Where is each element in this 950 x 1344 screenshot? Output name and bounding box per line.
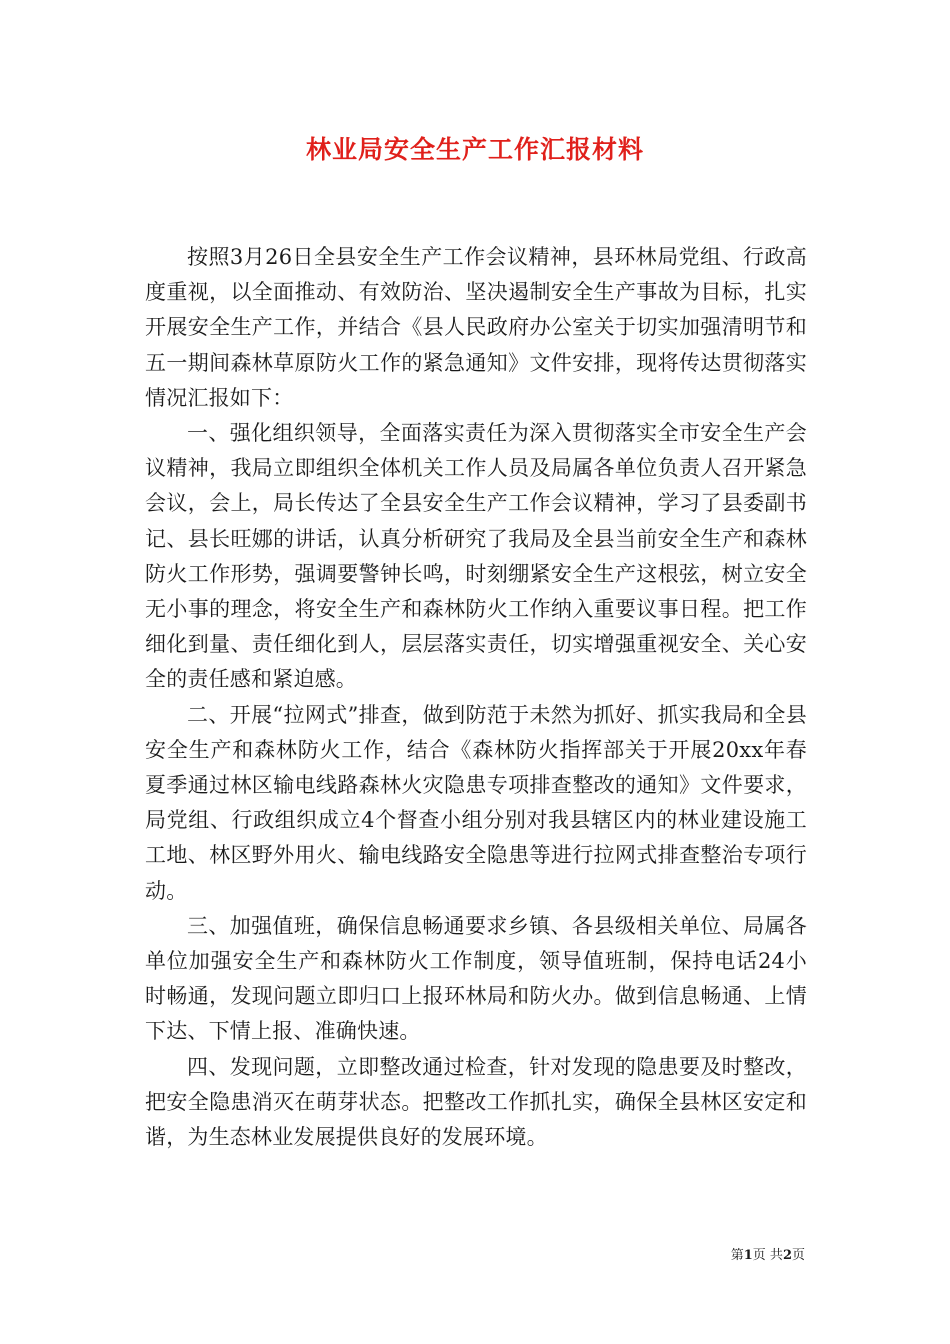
footer-prefix: 第 [730,1248,744,1263]
page-number-footer [731,1244,805,1263]
footer-total-pages: 2 [782,1248,792,1263]
paragraph-section-1: 一、强化组织领导，全面落实责任为深入贯彻落实全市安全生产会议精神，我局立即组织全体机关工作人员及局属各单位负责人召开紧急会议，会上，局长传达了全县安全生产工作会议精神，学习了县委副书记、县长旺娜的讲话，认真分析研究了我局及全县当前安全生产和森林防火工作形势，强调要警钟长鸣，时刻绷紧安全生产这根弦，树立安全无小事的理念，将安全生产和森林防火工作纳入重要议事日程。把工作细化到量、责任细化到人，层层落实责任，切实增强重视安全、关心安全的责任感和紧迫感。 [145,421,807,692]
document-title: 林业局安全生产工作汇报材料 [305,135,644,164]
paragraph-section-4: 四、发现问题，立即整改通过检查，针对发现的隐患要及时整改，把安全隐患消灭在萌芽状态。把整改工作抓扎实，确保全县林区安定和谐，为生态林业发展提供良好的发展环境。 [145,1054,807,1150]
paragraph-section-3: 三、加强值班，确保信息畅通要求乡镇、各县级相关单位、局属各单位加强安全生产和森林防火工作制度，领导值班制，保持电话24小时畅通，发现问题立即归口上报环林局和防火办。做到信息畅通、上情下达、下情上报、准确快速。 [145,913,807,1044]
footer-middle: 页 共 [752,1248,783,1263]
footer-current-page: 1 [743,1248,753,1263]
paragraph-section-2: 二、开展“拉网式”排查，做到防范于未然为抓好、抓实我局和全县安全生产和森林防火工作，结合《森林防火指挥部关于开展20xx年春夏季通过林区输电线路森林火灾隐患专项排查整改的通知》文件要求，局党组、行政组织成立4个督查小组分别对我县辖区内的林业建设施工工地、林区野外用火、输电线路安全隐患等进行拉网式排查整治专项行动。 [145,702,807,903]
footer-suffix: 页 [791,1248,805,1263]
paragraph-intro: 按照3月26日全县安全生产工作会议精神，县环林局党组、行政高度重视，以全面推动、有效防治、坚决遏制安全生产事故为目标，扎实开展安全生产工作，并结合《县人民政府办公室关于切实加强清明节和五一期间森林草原防火工作的紧急通知》文件安排，现将传达贯彻落实情况汇报如下： [145,245,807,410]
document-body [145,240,807,1155]
